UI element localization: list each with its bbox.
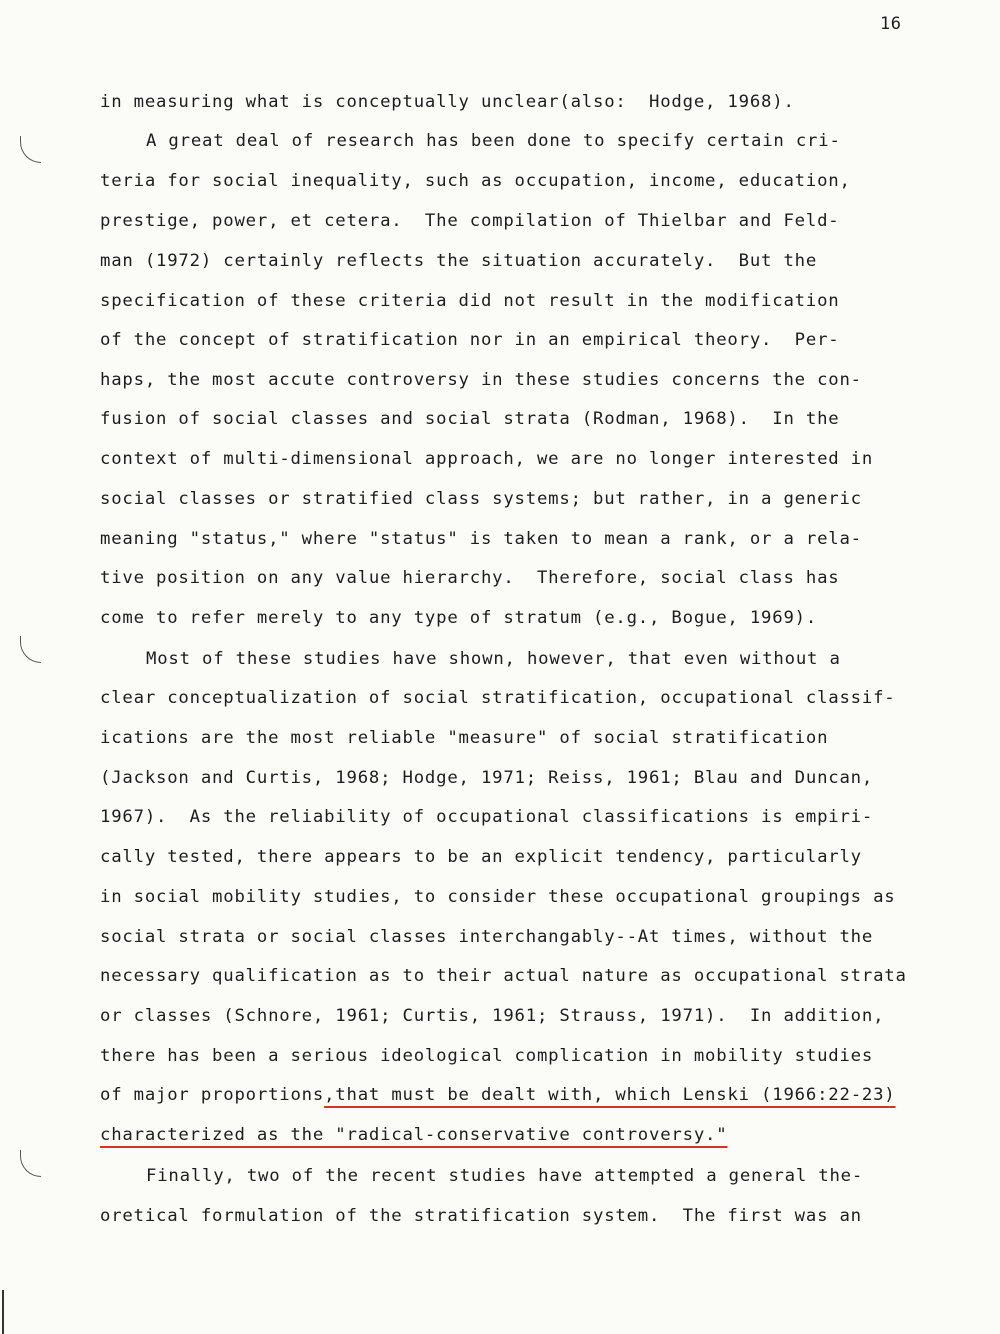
paragraph-first-line: Most of these studies have shown, however, that even without a (146, 649, 841, 669)
text-line: necessary qualification as to their actual nature as occupational strata (100, 966, 907, 986)
red-underlined-text: characterized as the "radical-conservative controversy." (100, 1125, 728, 1145)
text-line: clear conceptualization of social stratification, occupational classif- (100, 688, 896, 708)
text-line: or classes (Schnore, 1961; Curtis, 1961; Strauss, 1971). In addition, (100, 1006, 885, 1026)
text-line: oretical formulation of the stratification system. The first was an (100, 1206, 862, 1226)
text-line: come to refer merely to any type of stratum (e.g., Bogue, 1969). (100, 608, 818, 628)
text-line: fusion of social classes and social strata (Rodman, 1968). In the (100, 409, 840, 429)
paragraph-first-line: A great deal of research has been done to specify certain cri- (146, 131, 841, 151)
text-line: social classes or stratified class systems; but rather, in a generic (100, 489, 862, 509)
text-line: haps, the most accute controversy in these studies concerns the con- (100, 370, 862, 390)
text-line: man (1972) certainly reflects the situation accurately. But the (100, 251, 818, 271)
text-line: meaning "status," where "status" is taken to mean a rank, or a rela- (100, 529, 862, 549)
text-line: tive position on any value hierarchy. Therefore, social class has (100, 568, 840, 588)
text-line: context of multi-dimensional approach, we are no longer interested in (100, 449, 874, 469)
text-line-annotated (100, 1123, 960, 1147)
text-line: ications are the most reliable "measure" of social stratification (100, 728, 829, 748)
text-line: teria for social inequality, such as occupation, income, education, (100, 171, 851, 191)
punch-hole-mark (20, 636, 41, 663)
page-edge-mark (2, 1290, 4, 1334)
text-line: social strata or social classes interchangably--At times, without the (100, 927, 874, 947)
text-line-annotated (100, 1083, 960, 1107)
text-line: specification of these criteria did not result in the modification (100, 291, 840, 311)
text-segment: of major proportions (100, 1085, 325, 1105)
text-line: (Jackson and Curtis, 1968; Hodge, 1971; Reiss, 1961; Blau and Duncan, (100, 768, 874, 788)
red-underlined-text: ,that must be dealt with, which Lenski (1966:22-23) (324, 1085, 896, 1105)
text-line: in social mobility studies, to consider these occupational groupings as (100, 887, 896, 907)
text-line: there has been a serious ideological complication in mobility studies (100, 1046, 874, 1066)
text-line: of the concept of stratification nor in an empirical theory. Per- (100, 330, 840, 350)
punch-hole-mark (20, 136, 41, 163)
punch-hole-mark (20, 1150, 41, 1177)
paragraph-first-line: Finally, two of the recent studies have attempted a general the- (146, 1166, 864, 1186)
text-line: 1967). As the reliability of occupational classifications is empiri- (100, 807, 874, 827)
text-line: in measuring what is conceptually unclear(also: Hodge, 1968). (100, 92, 795, 112)
page-number: 16 (880, 14, 902, 34)
text-line: prestige, power, et cetera. The compilation of Thielbar and Feld- (100, 211, 840, 231)
text-line: cally tested, there appears to be an explicit tendency, particularly (100, 847, 862, 867)
